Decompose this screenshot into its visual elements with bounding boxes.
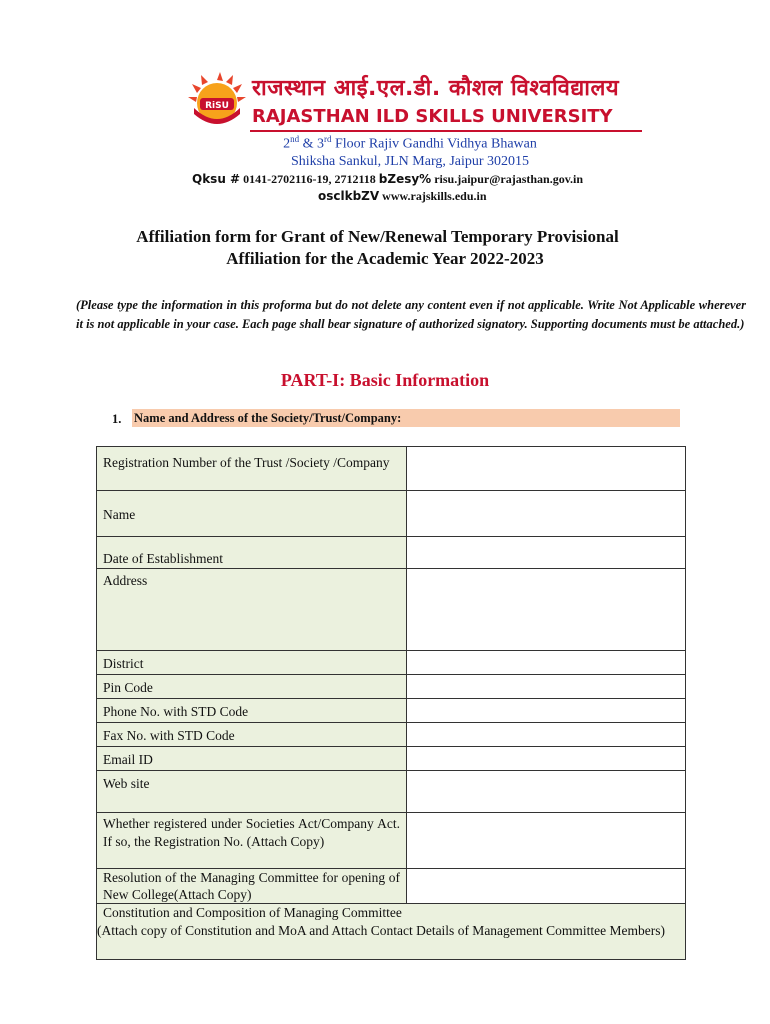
section-number: 1. — [112, 412, 122, 426]
row-label: Pin Code — [97, 675, 407, 699]
row-label: District — [97, 651, 407, 675]
table-row — [97, 537, 686, 569]
row-label: Fax No. with STD Code — [97, 723, 407, 747]
form-title-line-2: Affiliation for the Academic Year 2022-2023 — [226, 249, 544, 268]
table-row — [97, 869, 686, 904]
instructions: (Please type the information in this proforma but do not delete any content even if not applicable. Write Not Applicable wherever it is not applicable in your case. Each page shall bear signature of authorized signatory. Supporting documents must be attached.) — [76, 298, 746, 331]
table-row — [97, 813, 686, 869]
constitution-line-1: Constitution and Composition of Managing Committee — [103, 905, 402, 920]
address-line-1-a: 2 — [283, 136, 291, 152]
district-field[interactable] — [407, 651, 686, 675]
address-line-2: Shiksha Sankul, JLN Marg, Jaipur 302015 — [290, 154, 530, 169]
row-label: Name — [97, 491, 407, 537]
table-row — [97, 675, 686, 699]
email-label: bZesy% — [378, 172, 432, 186]
table-row — [97, 723, 686, 747]
logo-text: RiSU — [205, 101, 229, 111]
table-row — [97, 904, 686, 960]
website-line — [318, 189, 487, 204]
row-label: Resolution of the Managing Committee for opening of New College(Attach Copy) — [97, 869, 407, 904]
table-row — [97, 491, 686, 537]
row-label: Whether registered under Societies Act/Company Act. If so, the Registration No. (Attach Copy) — [97, 813, 407, 869]
form-title-line-1: Affiliation form for Grant of New/Renewal Temporary Provisional — [136, 227, 619, 246]
row-label: Phone No. with STD Code — [97, 699, 407, 723]
row-label: Date of Establishment — [97, 537, 407, 569]
name-field[interactable] — [407, 491, 686, 537]
part-title: PART-I: Basic Information — [280, 370, 490, 390]
address-line-1 — [0, 134, 770, 153]
table-row — [97, 651, 686, 675]
constitution-cell[interactable] — [97, 904, 686, 960]
university-name: RAJASTHAN ILD SKILLS UNIVERSITY — [252, 106, 613, 127]
website-label: osclkbZV — [318, 189, 380, 203]
address-line-1-c: Floor Rajiv Gandhi Vidhya Bhawan — [331, 136, 537, 152]
pin-code-field[interactable] — [407, 675, 686, 699]
header-rule — [250, 130, 642, 132]
section-title: Name and Address of the Society/Trust/Company: — [132, 409, 680, 427]
address-field[interactable] — [407, 569, 686, 651]
website-field[interactable] — [407, 771, 686, 813]
row-label: Email ID — [97, 747, 407, 771]
fax-field[interactable] — [407, 723, 686, 747]
website-value: www.rajskills.edu.in — [379, 189, 487, 203]
contact-line — [192, 172, 583, 187]
table-row — [97, 747, 686, 771]
address-sup-1: nd — [290, 134, 300, 144]
form-title — [0, 226, 770, 270]
phone-label: Qksu # — [192, 172, 241, 186]
email-field[interactable] — [407, 747, 686, 771]
email-value: risu.jaipur@rajasthan.gov.in — [431, 172, 584, 186]
table-row — [97, 699, 686, 723]
table-row — [97, 771, 686, 813]
address-sup-2: rd — [324, 134, 332, 144]
row-label: Web site — [97, 771, 407, 813]
date-of-establishment-field[interactable] — [407, 537, 686, 569]
resolution-field[interactable] — [407, 869, 686, 904]
table-row — [97, 569, 686, 651]
university-logo — [186, 70, 248, 132]
table-row — [97, 447, 686, 491]
basic-info-table — [96, 446, 686, 960]
row-label: Registration Number of the Trust /Society /Company — [97, 447, 407, 491]
phone-value: 0141-2702116-19, 2712118 — [240, 172, 379, 186]
row-label: Address — [97, 569, 407, 651]
constitution-line-2: (Attach copy of Constitution and MoA and Attach Contact Details of Management Committee Members) — [97, 923, 666, 938]
university-name-hindi: राजस्थान आई.एल.डी. कौशल विश्वविद्यालय — [252, 76, 620, 101]
registration-number-field[interactable] — [407, 447, 686, 491]
address-line-1-b: & 3 — [299, 136, 324, 152]
phone-field[interactable] — [407, 699, 686, 723]
registration-act-field[interactable] — [407, 813, 686, 869]
